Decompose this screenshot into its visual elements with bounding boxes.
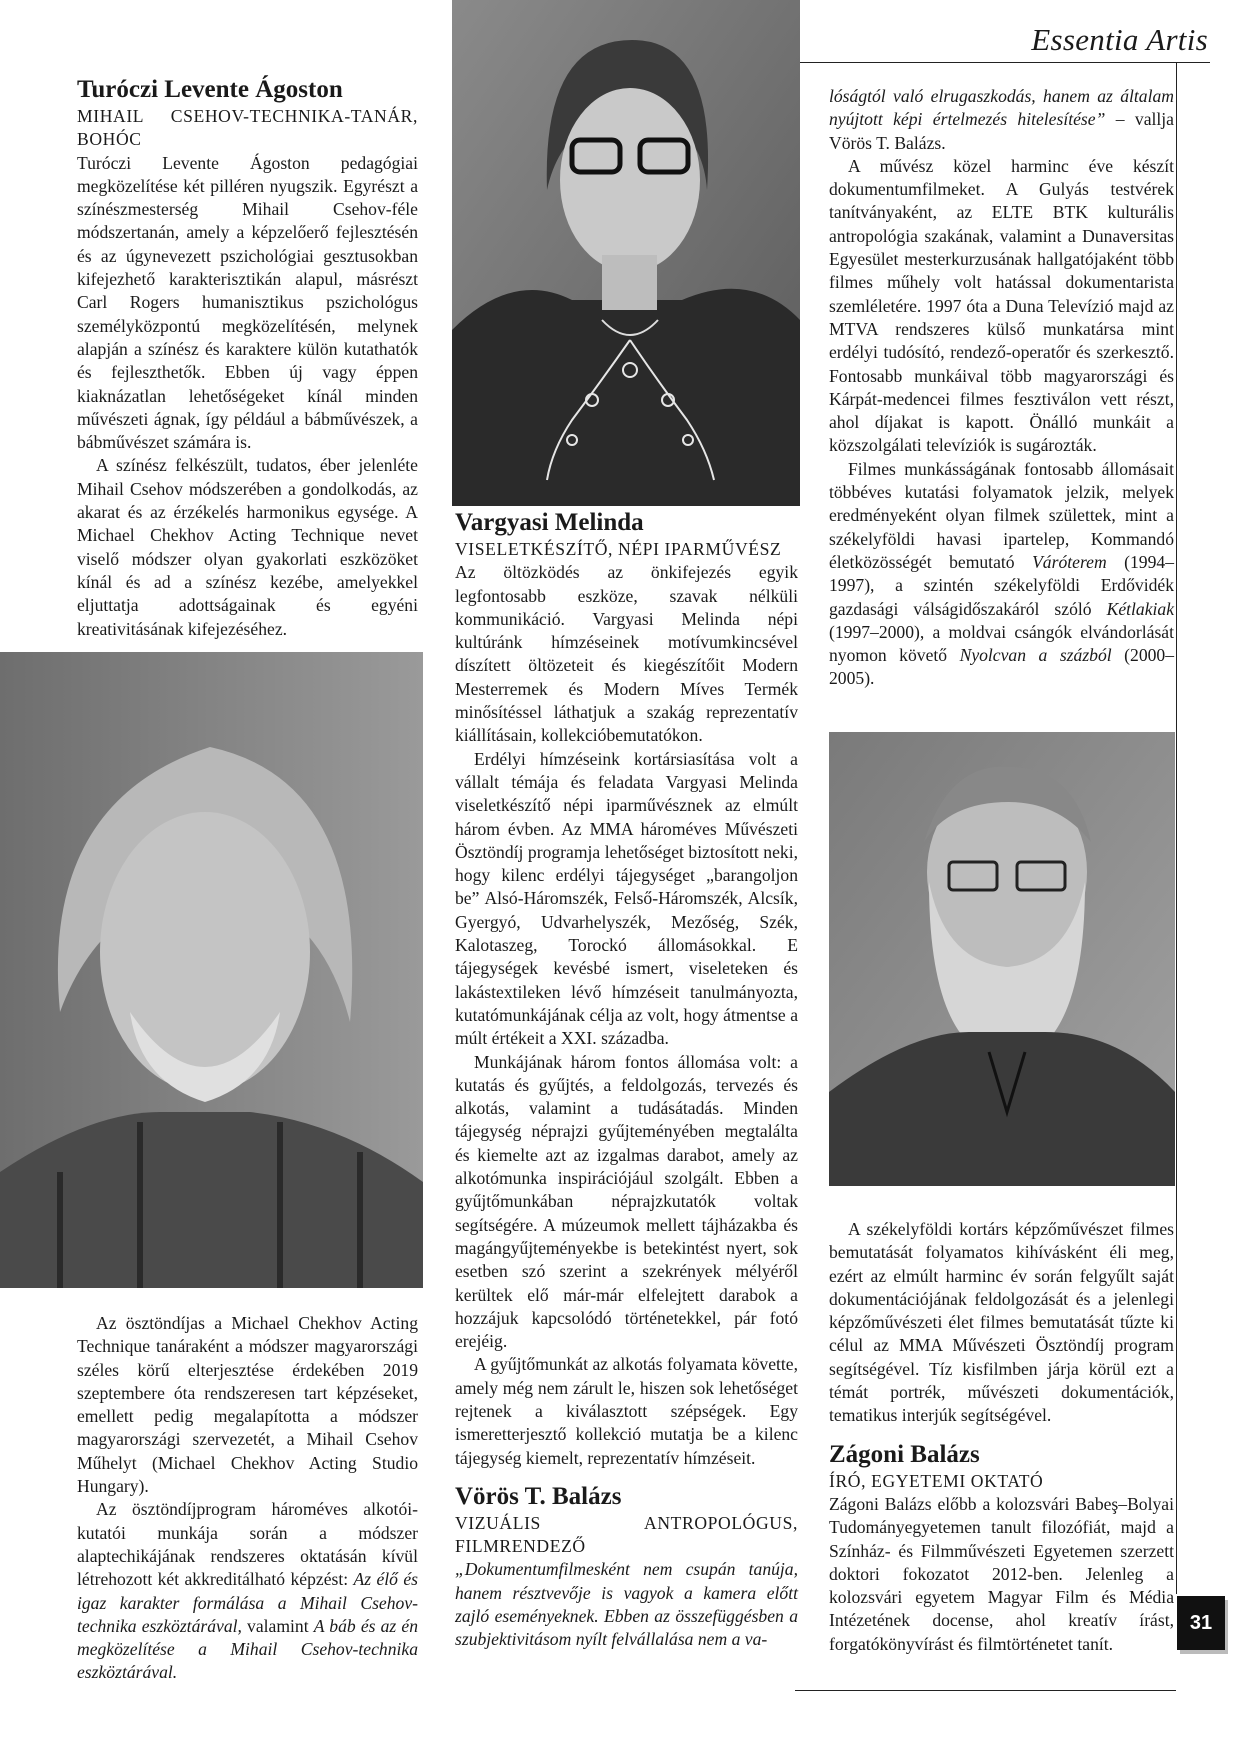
paragraph: A színész felkészült, tudatos, éber jelenléte Mihail Csehov módszerében a gondolkodás, az akarat és az érzékelés harmonikus egysége. A Michael Chekhov Acting Technique nevet viselő módszer olyan gyakorlati eszközöket kínál és ad a színész kezébe, amelyekkel eljuttatja adottságainak és egyéni kreativitásának kifejezéséhez. [77,455,418,639]
film-title: Nyolcvan a százból [959,645,1112,666]
bottom-rule [795,1690,1176,1691]
quote-italic: lóságtól való elrugaszkodás, hanem az általam nyújtott képi értelmezés hitelesítése” [829,86,1174,130]
quote: „Dokumentumfilmesként nem csupán tanúja, hanem résztvevője is vagyok a kamera előtt zajló eseményeknek. Ebben az összefüggésben a szubjektivitásom nyílt felvállalása nem a va- [455,1559,798,1650]
portrait-photo-turoczi-levente [0,652,423,1288]
course-title-1: Az élő és igaz karakter formálása a Mihail Csehov-technika eszköztárával, [77,1569,418,1636]
person-role-turoczi: MIHAIL CSEHOV-TECHNIKA-TANÁR, BOHÓC [77,106,418,150]
person-name-zagoni: Zágoni Balázs [829,1440,980,1468]
portrait-photo-voros-t-balazs [829,732,1175,1186]
quote-continuation [829,85,1174,155]
paragraph: Turóczi Levente Ágoston pedagógiai megközelítése két pilléren nyugszik. Egyrészt a színészmesterség Mihail Csehov-féle módszertanán, amely a képzelőerő fejlesztésén és az úgynevezett pszichológiai gesztusokban kifejezhető karakterisztikán alapul, másrészt Carl Rogers humanisztikus pszichológus személyközpontú megközelítésén, melynek alapján a színész és karaktere külön kutathatók és fejleszthetők. Ebben új vagy éppen kiaknázatlan lehetőségeket kínál minden művészeti ágnak, így például a bábművészek, a bábművészet számára is. [77,152,418,453]
column-1-top [77,75,418,641]
column-2 [455,508,798,1652]
film-title: Váróterem [1032,551,1107,572]
paragraph: A művész közel harminc éve készít dokumentumfilmeket. A Gulyás testvérek tanítványaként, az ELTE BTK kulturális antropológia szakának, valamint a Dunaversitas Egyesület mesterkurzusának hallgatójaként több filmes műhely volt hatással dokumentarista szemléletére. 1997 óta a Duna Televízió majd az MTVA rendszeres külső munkatársa mint erdélyi tudósító, rendező-operatőr és szerkesztő. Fontosabb munkáival több magyarországi és Kárpát-medencei filmes fesztiválon vett részt, ahol díjakat is kapott. Önálló munkáit a közszolgálati televíziók is sugározták. [829,155,1174,456]
text-run: (1994–1997), a szintén székelyföldi Erdővidék gazdasági válságidőszakáról szóló [829,551,1174,619]
person-name-turoczi: Turóczi Levente Ágoston [77,76,343,103]
text-run: valamint [241,1615,314,1636]
right-border-rule [1176,62,1177,1594]
person-role-voros: VIZUÁLIS ANTROPOLÓGUS, FILMRENDEZŐ [455,1512,798,1557]
text-run: Filmes munkásságának fontosabb állomásait többéves kutatási folyamatok jelzik, melyek eredményeként olyan filmek születtek, mint a székelyföldi havasi ipartelep, Kommandó életközösségét bemutató [829,458,1174,572]
column-1-bottom [77,1312,418,1685]
paragraph: Az öltözködés az önkifejezés egyik legfontosabb eszköze, szavak nélküli kommunikáció. Vargyasi Melinda népi kultúránk hímzéseinek motívumkincsével díszített öltözeteit és kiegészítőit Modern Mesterremek és Modern Míves Termék minősítéssel láthatjuk a szakág reprezentatív kiállításain, kollekcióbemutatókon. [455,562,798,746]
person-role-vargyasi: VISELETKÉSZÍTŐ, NÉPI IPARMŰVÉSZ [455,539,782,559]
paragraph: Az ösztöndíjas a Michael Chekhov Acting Technique tanáraként a módszer magyarországi széles körű elterjesztése érdekében 2019 szeptembere óta rendszeresen tart képzéseket, emellett pedig megalapította a módszer magyarországi szervezetét, a Mihail Csehov Műhelyt (Michael Chekhov Acting Studio Hungary). [77,1313,418,1497]
column-3-bottom [829,1218,1174,1656]
paragraph: Munkájának három fontos állomása volt: a kutatás és gyűjtés, a feldolgozás, tervezés és alkotás, valamint a tudásátadás. Minden tájegység néprajzi gyűjteményében megtalálta és kiemelte azt az izgalmas darabot, amely az alkotómunka inspirációjául szolgált. Ebben a gyűjtőmunkában néprajzkutatók voltak segítségére. A múzeumok mellett tájházakba és magángyűjteményekbe is betekintést nyert, sok esetben szó szerint a szekrények mélyéről kerültek elő már-már elfelejtett darabok a hozzájuk kapcsolódó történetekkel, pár fotó erejéig. [455,1051,798,1352]
paragraph: A gyűjtőmunkát az alkotás folyamata követte, amely még nem zárult le, hiszen sok lehetőséget rejtenek a kiválasztott szépségek. Egy ismeretterjesztő kollekció mutatja be a kilenc tájegység kiemelt, reprezentatív hímzéseit. [455,1354,798,1468]
paragraph: Erdélyi hímzéseink kortársiasítása volt a vállalt témája és feladata Vargyasi Melinda viseletkészítő népi iparművésznek az elmúlt három évben. Az MMA hároméves Művészeti Ösztöndíj programja lehetőséget biztosított neki, hogy kilenc erdélyi tájegységet „barangoljon be” Alsó-Háromszék, Felső-Háromszék, Alcsík, Gyergyó, Udvarhelyszék, Mezőség, Szék, Kalotaszeg, Torockó állomásokkal. E tájegységek kevésbé ismert, viseleteken és lakástextileken lévő hímzéseit tanulmányozta, kutatómunkájának célja az volt, hogy átmentse a múlt értékeit a XXI. századba. [455,748,798,1049]
person-name-voros: Vörös T. Balázs [455,1482,622,1510]
paragraph [77,1498,418,1684]
column-3-top [829,85,1174,691]
text-run: (1997–2000), a moldvai csángók elvándorlását nyomon követő [829,621,1174,666]
paragraph [829,458,1174,691]
text-run: (2000–2005). [829,645,1175,689]
text-run: Az ösztöndíjprogram hároméves alkotói-kutatói munkája során a módszer alaptechikájának rendszeres oktatásán kívül létrehozott két akkreditálható képzést: [77,1499,418,1590]
person-role-zagoni: ÍRÓ, EGYETEMI OKTATÓ [829,1470,1044,1491]
paragraph: A székelyföldi kortárs képzőművészet filmes bemutatását folyamatos kihívásként éli meg, ezért az elmúlt harminc év során felgyűlt saját dokumentációjának feldolgozását és a jelenlegi képzőművészeti élet filmes bemutatását tűzte ki célul az MMA Művészeti Ösztöndíj program segítségével. Tíz kisfilmben járja körül ezt a témát portrék, művészeti dokumentációk, tematikus interjúk segítségével. [829,1219,1174,1426]
page-number: 31 [1177,1596,1225,1650]
journal-title: Essentia Artis [1031,22,1208,57]
text-run: – vallja Vörös T. Balázs. [829,109,1174,153]
portrait-photo-vargyasi-melinda [452,0,800,506]
course-title-2: A báb és az én megközelítése a Mihail Csehov-technika eszköztárával. [77,1615,418,1683]
person-name-vargyasi: Vargyasi Melinda [455,509,644,536]
header-rule [795,62,1210,63]
film-title: Kétlakiak [1106,598,1174,619]
paragraph: Zágoni Balázs előbb a kolozsvári Babeş–Bolyai Tudományegyetemen tanult filozófiát, majd a Színház- és Filmművészeti Egyetemen szerzett doktori fokozatot 2012-ben. Jelenleg a kolozsvári egyetem Magyar Film és Média Intézetének docense, ahol kreatív írást, forgatókönyvírást és filmtörténetet tanít. [829,1493,1174,1654]
